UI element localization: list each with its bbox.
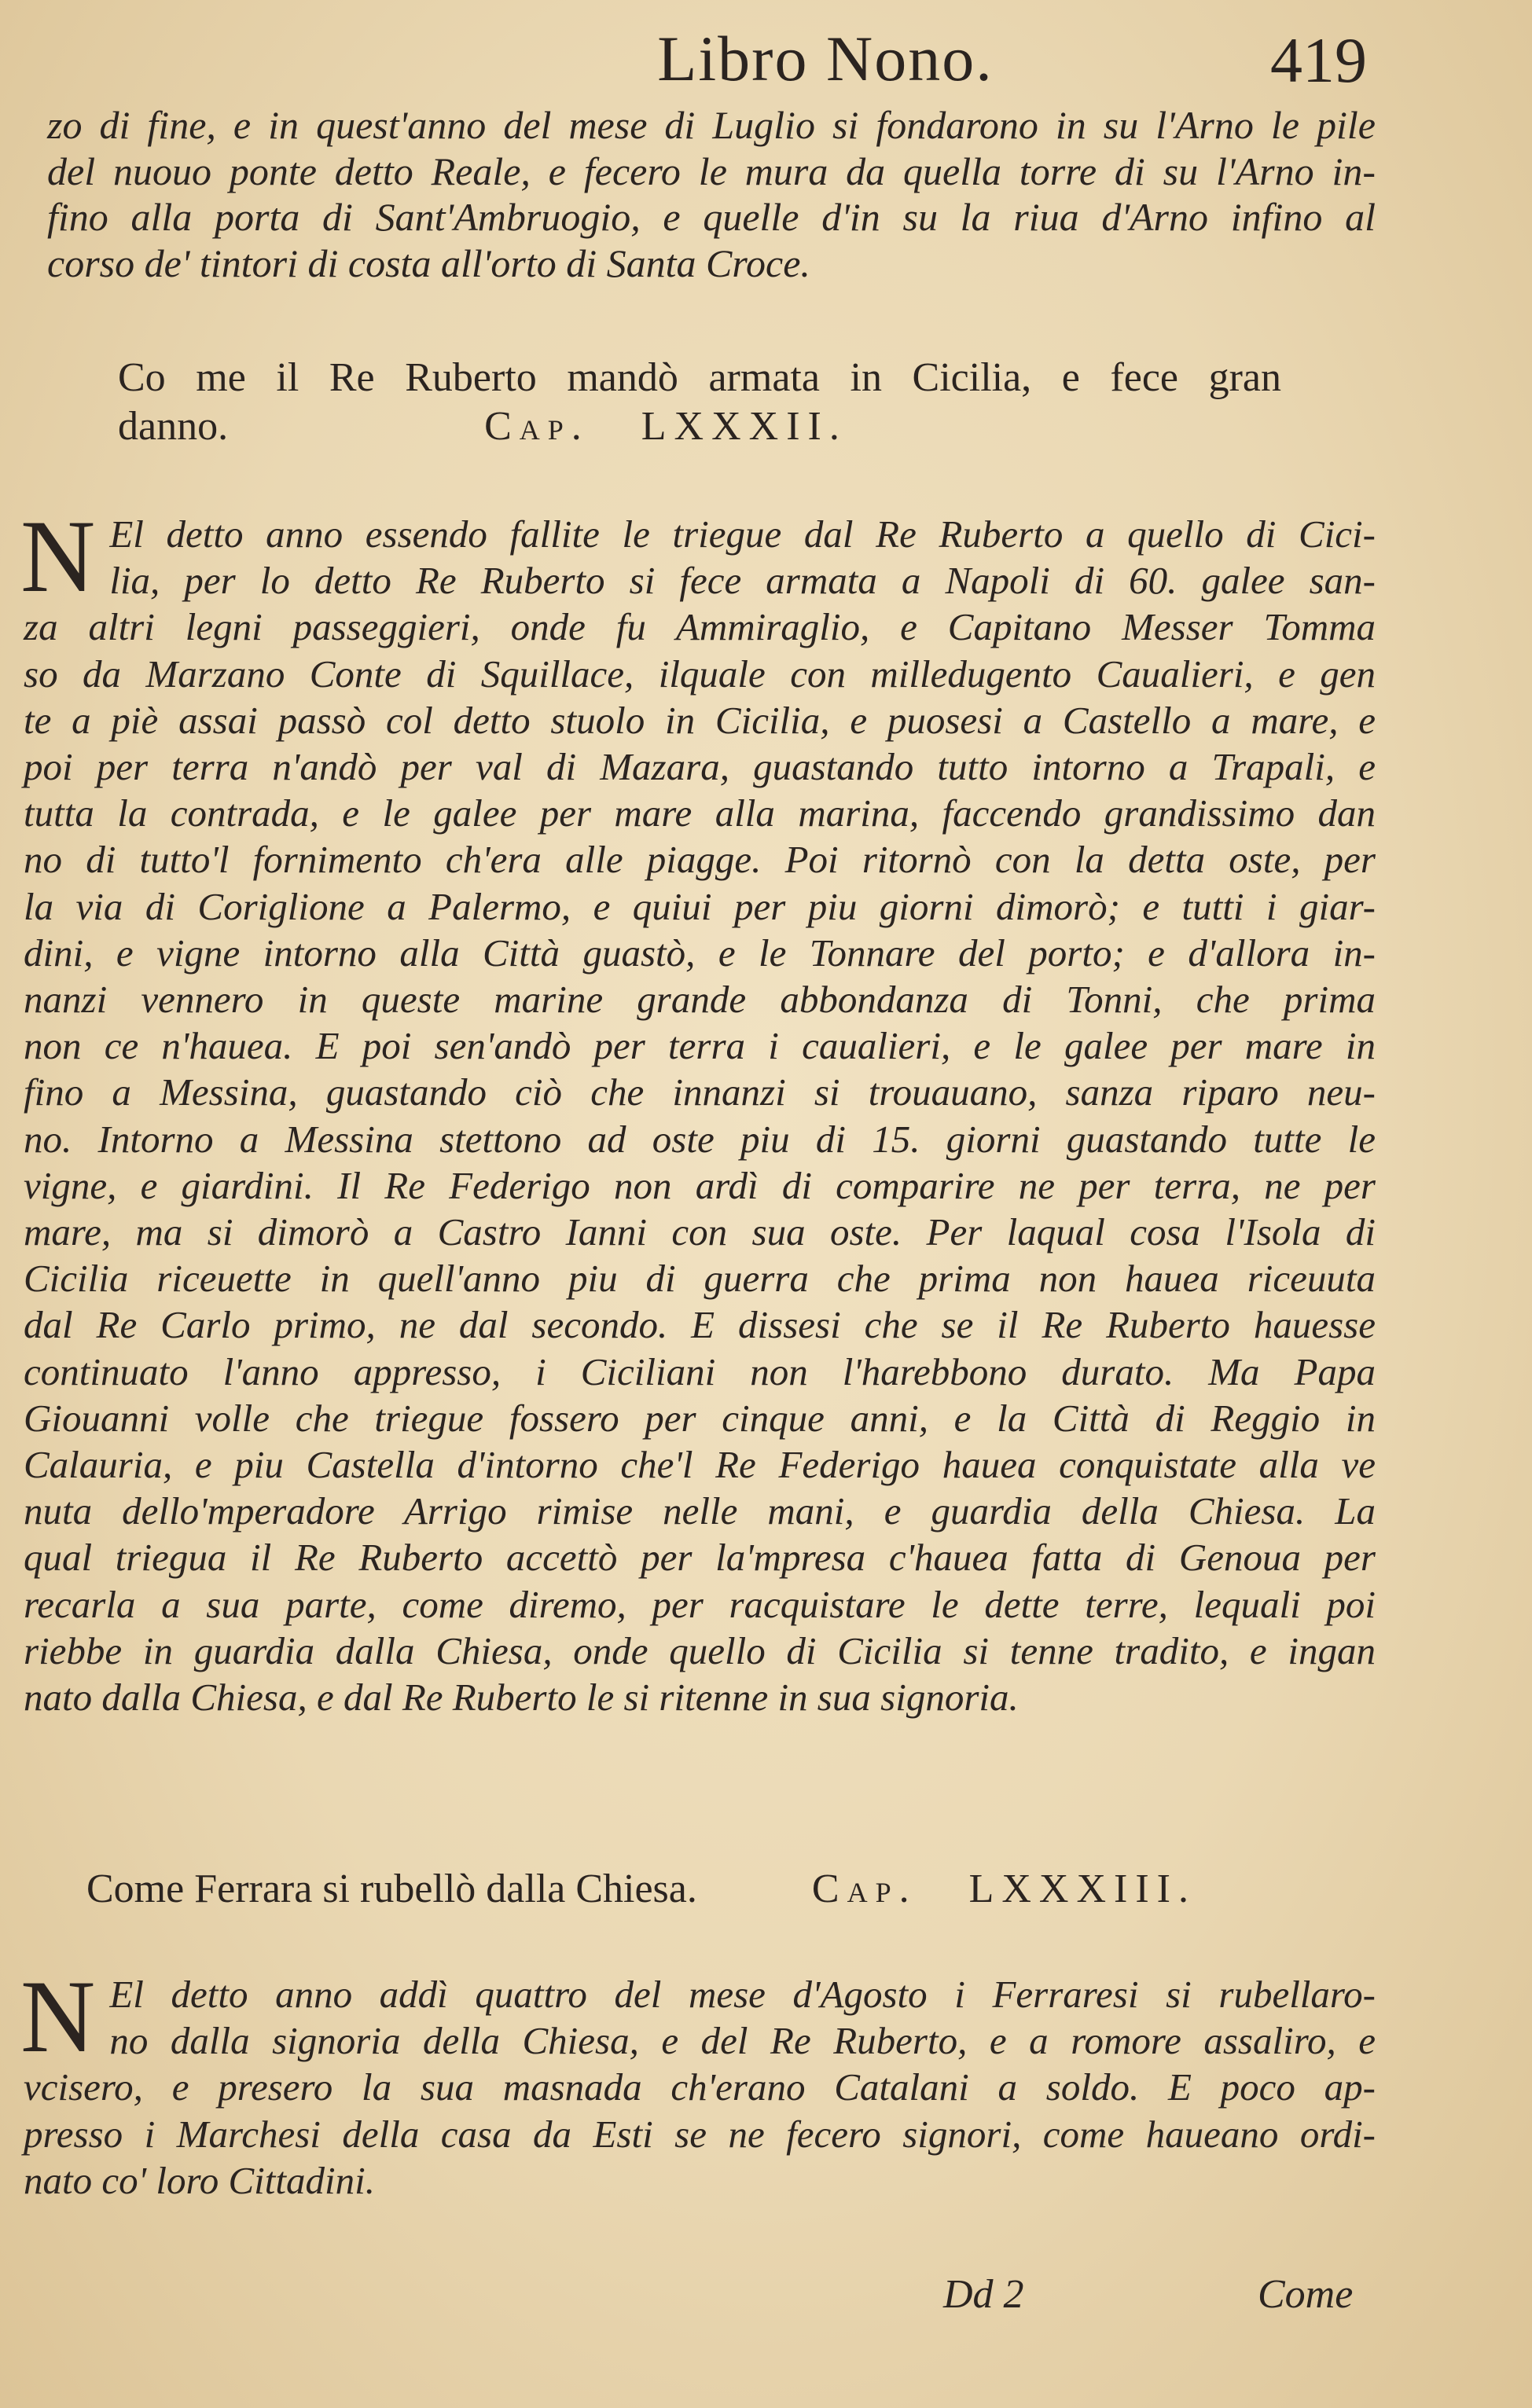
- text-line: Giouanni volle che triegue fossero per cinque anni, e la Città di Reggio in: [24, 1396, 1376, 1440]
- heading-title: Come Ferrara si rubellò dalla Chiesa.: [86, 1867, 697, 1911]
- text-line: continuato l'anno appresso, i Ciciliani non l'harebbono durato. Ma Papa: [24, 1349, 1376, 1393]
- text-line: vcisero, e presero la sua masnada ch'erano Catalani a soldo. E poco ap-: [24, 2065, 1376, 2109]
- text-line: recarla a sua parte, come diremo, per racquistare le dette terre, lequali poi: [24, 1582, 1376, 1626]
- text-line: no dalla signoria della Chiesa, e del Re Ruberto, e a romore assaliro, e: [109, 2019, 1376, 2063]
- text-line: qual triegua il Re Ruberto accettò per la'mpresa c'hauea fatta di Genoua per: [24, 1536, 1376, 1580]
- text-line: del nuouo ponte detto Reale, e fecero le mura da quella torre di su l'Arno in-: [47, 149, 1376, 193]
- text-line: fino alla porta di Sant'Ambruogio, e quelle d'in su la riua d'Arno infino al: [47, 195, 1376, 239]
- heading-line: [86, 1865, 1313, 1914]
- page-number: 419: [1270, 24, 1367, 96]
- text-line: nuta dello'mperadore Arrigo rimise nelle mani, e guardia della Chiesa. La: [24, 1489, 1376, 1533]
- text-line: tutta la contrada, e le galee per mare alla marina, faccendo grandissimo dan: [24, 791, 1376, 835]
- chapter-label: Cap.: [484, 404, 590, 449]
- chapter-82-heading: [118, 354, 1281, 451]
- text-line: Cicilia riceuette in quell'anno piu di guerra che prima non hauea riceuuta: [24, 1257, 1376, 1301]
- heading-line-end: danno.: [118, 404, 229, 449]
- text-line: nanzi vennero in queste marine grande abbondanza di Tonni, che prima: [24, 978, 1376, 1022]
- text-line: El detto anno essendo fallite le triegue dal Re Ruberto a quello di Cici-: [109, 512, 1376, 556]
- text-line: vigne, e giardini. Il Re Federigo non ardì di comparire ne per terra, ne per: [24, 1163, 1376, 1207]
- text-line: fino a Messina, guastando ciò che innanzi si trouauano, sanza riparo neu-: [24, 1070, 1376, 1114]
- catchword: Come: [1258, 2272, 1354, 2317]
- chapter-number: LXXXII.: [641, 404, 847, 449]
- signature-mark: Dd 2: [943, 2272, 1024, 2317]
- text-line: no. Intorno a Messina stettono ad oste piu di 15. giorni guastando tutte le: [24, 1117, 1376, 1161]
- heading-line: Co me il Re Ruberto mandò armata in Cicilia, e fece gran: [118, 355, 1281, 400]
- text-line: presso i Marchesi della casa da Esti se ne fecero signori, come haueano ordi-: [24, 2112, 1376, 2156]
- chapter-number: LXXXIII.: [968, 1867, 1196, 1911]
- text-line: nato dalla Chiesa, e dal Re Ruberto le si ritenne in sua signoria.: [24, 1676, 1019, 1720]
- text-line: la via di Coriglione a Palermo, e quiui per piu giorni dimorò; e tutti i giar-: [24, 884, 1376, 928]
- text-line: Calauria, e piu Castella d'intorno che'l Re Federigo hauea conquistate alla ve: [24, 1443, 1376, 1487]
- text-line: dini, e vigne intorno alla Città guastò, e le Tonnare del porto; e d'allora in-: [24, 931, 1376, 975]
- text-line: corso de' tintori di costa all'orto di Santa Croce.: [47, 240, 810, 285]
- chapter-83-heading: [86, 1865, 1313, 1914]
- text-line: non ce n'hauea. E poi sen'andò per terra i caualieri, e le galee per mare in: [24, 1024, 1376, 1068]
- chapter-label: Cap.: [811, 1867, 917, 1911]
- drop-cap: N: [20, 498, 96, 614]
- chapter-83-body: [20, 1958, 1376, 2204]
- text-line: so da Marzano Conte di Squillace, ilquale con milledugento Caualieri, e gen: [24, 652, 1376, 696]
- text-line: poi per terra n'andò per val di Mazara, guastando tutto intorno a Trapali, e: [24, 745, 1376, 789]
- text-line: no di tutto'l fornimento ch'era alle piagge. Poi ritornò con la detta oste, per: [24, 838, 1376, 882]
- text-line: El detto anno addì quattro del mese d'Agosto i Ferraresi si rubellaro-: [109, 1973, 1376, 2016]
- text-line: mare, ma si dimorò a Castro Ianni con sua oste. Per laqual cosa l'Isola di: [24, 1210, 1376, 1254]
- running-head: Libro Nono.: [657, 23, 994, 94]
- text-line: te a piè assai passò col detto stuolo in Cicilia, e puosesi a Castello a mare, e: [24, 698, 1376, 742]
- text-line: nato co' loro Cittadini.: [24, 2158, 375, 2202]
- text-line: riebbe in guardia dalla Chiesa, onde quello di Cicilia si tenne tradito, e ingan: [24, 1628, 1376, 1672]
- drop-cap: N: [20, 1958, 96, 2074]
- text-line: za altri legni passeggieri, onde fu Ammiraglio, e Capitano Messer Tomma: [24, 605, 1376, 649]
- text-line: zo di fine, e in quest'anno del mese di Luglio si fondarono in su l'Arno le pile: [47, 103, 1376, 147]
- chapter-82-body: [20, 498, 1376, 1720]
- text-line: lia, per lo detto Re Ruberto si fece armata a Napoli di 60. galee san-: [109, 559, 1376, 603]
- heading-line: [118, 402, 1281, 451]
- continuation-paragraph: [47, 102, 1376, 286]
- text-line: dal Re Carlo primo, ne dal secondo. E dissesi che se il Re Ruberto hauesse: [24, 1303, 1376, 1347]
